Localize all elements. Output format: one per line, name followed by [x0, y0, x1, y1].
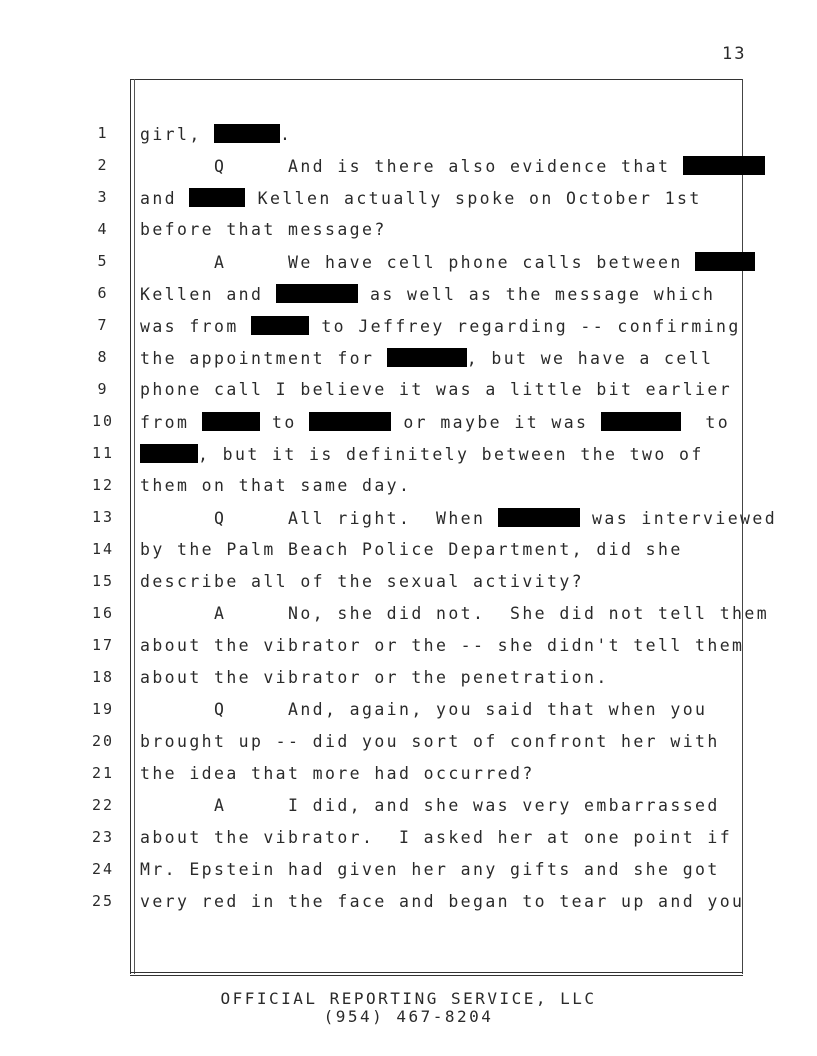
line-text — [140, 508, 777, 528]
line-number: 13 — [91, 508, 115, 526]
frame-top-rule — [130, 79, 743, 81]
text-segment: was from — [140, 317, 252, 336]
line-text — [140, 604, 769, 623]
transcript-line — [0, 412, 817, 440]
transcript-line — [0, 732, 817, 760]
frame-bottom-rule — [130, 972, 743, 976]
transcript-line — [0, 284, 817, 312]
text-segment: describe all of the sexual activity? — [140, 572, 585, 591]
text-segment: and — [140, 189, 190, 208]
transcript-line — [0, 796, 817, 824]
text-segment: Q And, again, you said that when you — [140, 700, 708, 719]
transcript-line — [0, 252, 817, 280]
redaction-bar — [251, 316, 309, 335]
line-number: 17 — [91, 636, 115, 654]
line-number: 9 — [97, 380, 109, 398]
line-number: 6 — [97, 284, 109, 302]
transcript-line — [0, 124, 817, 152]
line-number: 4 — [97, 220, 109, 238]
footer-company: OFFICIAL REPORTING SERVICE, LLC — [220, 989, 597, 1008]
line-number: 24 — [91, 860, 115, 878]
line-text — [140, 796, 720, 815]
line-number: 22 — [91, 796, 115, 814]
line-number: 25 — [91, 892, 115, 910]
transcript-line — [0, 860, 817, 888]
text-segment: or maybe it was — [391, 413, 601, 432]
text-segment: to — [680, 413, 731, 432]
transcript-line — [0, 700, 817, 728]
line-number: 8 — [97, 348, 109, 366]
transcript-line — [0, 156, 817, 184]
line-text — [140, 284, 715, 304]
text-segment: Mr. Epstein had given her any gifts and she got — [140, 860, 720, 879]
text-segment: A No, she did not. She did not tell them — [140, 604, 770, 623]
transcript-line — [0, 316, 817, 344]
text-segment: was interviewed — [579, 509, 778, 528]
line-text — [140, 444, 704, 464]
line-number: 14 — [91, 540, 115, 558]
transcript-line — [0, 604, 817, 632]
text-segment: Kellen and — [140, 285, 276, 304]
text-segment: to — [259, 413, 310, 432]
line-text — [140, 412, 730, 432]
transcript-line — [0, 892, 817, 920]
redaction-bar — [189, 188, 245, 207]
transcript-line — [0, 764, 817, 792]
line-number: 5 — [97, 252, 109, 270]
footer-phone: (954) 467-8204 — [323, 1007, 494, 1026]
line-number: 23 — [91, 828, 115, 846]
redaction-bar — [214, 124, 280, 143]
transcript-line — [0, 476, 817, 504]
line-number: 7 — [97, 316, 109, 334]
text-segment: brought up -- did you sort of confront her with — [140, 732, 720, 751]
line-text — [140, 476, 411, 495]
text-segment: Kellen actually spoke on October 1st — [245, 189, 702, 208]
line-text — [140, 188, 702, 208]
redaction-bar — [202, 412, 260, 431]
line-number: 11 — [91, 444, 115, 462]
transcript-line — [0, 668, 817, 696]
redaction-bar — [276, 284, 358, 303]
text-segment: about the vibrator or the penetration. — [140, 668, 609, 687]
text-segment: Q And is there also evidence that — [140, 157, 683, 176]
line-number: 20 — [91, 732, 115, 750]
text-segment: as well as the message which — [357, 285, 716, 304]
line-text — [140, 380, 732, 399]
text-segment: by the Palm Beach Police Department, did she — [140, 540, 683, 559]
line-text — [140, 892, 744, 911]
line-text — [140, 316, 741, 336]
line-text — [140, 636, 744, 655]
transcript-line — [0, 636, 817, 664]
text-segment: from — [140, 413, 202, 432]
text-segment: very red in the face and began to tear up and you — [140, 892, 745, 911]
text-segment: A We have cell phone calls between — [140, 253, 696, 272]
line-number: 1 — [97, 124, 109, 142]
line-number: 18 — [91, 668, 115, 686]
line-text — [140, 156, 765, 176]
redaction-bar — [683, 156, 765, 175]
line-text — [140, 540, 683, 559]
text-segment: the idea that more had occurred? — [140, 764, 535, 783]
line-text — [140, 764, 535, 783]
line-text — [140, 124, 292, 144]
line-text — [140, 572, 584, 591]
transcript-line — [0, 540, 817, 568]
text-segment: the appointment for — [140, 349, 387, 368]
transcript-line — [0, 828, 817, 856]
text-segment: girl, — [140, 125, 215, 144]
line-text — [140, 732, 720, 751]
transcript-line — [0, 348, 817, 376]
redaction-bar — [309, 412, 391, 431]
page-number: 13 — [722, 44, 747, 64]
redaction-bar — [498, 508, 580, 527]
line-text — [140, 252, 755, 272]
text-segment: A I did, and she was very embarrassed — [140, 796, 720, 815]
line-number: 3 — [97, 188, 109, 206]
transcript-line — [0, 444, 817, 472]
line-text — [140, 860, 720, 879]
text-segment: phone call I believe it was a little bit earlier — [140, 380, 733, 399]
line-text — [140, 828, 732, 847]
transcript-line — [0, 572, 817, 600]
line-number: 19 — [91, 700, 115, 718]
text-segment: before that message? — [140, 220, 387, 239]
text-segment: them on that same day. — [140, 476, 412, 495]
transcript-line — [0, 508, 817, 536]
line-number: 10 — [91, 412, 115, 430]
line-text — [140, 700, 707, 719]
line-text — [140, 348, 713, 368]
transcript-line — [0, 188, 817, 216]
redaction-bar — [695, 252, 755, 271]
redaction-bar — [387, 348, 467, 367]
line-number: 2 — [97, 156, 109, 174]
text-segment: about the vibrator or the -- she didn't tell them — [140, 636, 745, 655]
text-segment: Q All right. When — [140, 509, 498, 528]
text-segment: to Jeffrey regarding -- confirming — [309, 317, 741, 336]
line-text — [140, 668, 609, 687]
text-segment: . — [280, 125, 293, 144]
text-segment: , but we have a cell — [466, 349, 714, 368]
transcript-line — [0, 220, 817, 248]
redaction-bar — [601, 412, 681, 431]
redaction-bar — [140, 444, 198, 463]
line-number: 21 — [91, 764, 115, 782]
line-number: 15 — [91, 572, 115, 590]
text-segment: about the vibrator. I asked her at one point if — [140, 828, 733, 847]
line-text — [140, 220, 387, 239]
line-number: 16 — [91, 604, 115, 622]
transcript-line — [0, 380, 817, 408]
text-segment: , but it is definitely between the two of — [198, 445, 704, 464]
line-number: 12 — [91, 476, 115, 494]
